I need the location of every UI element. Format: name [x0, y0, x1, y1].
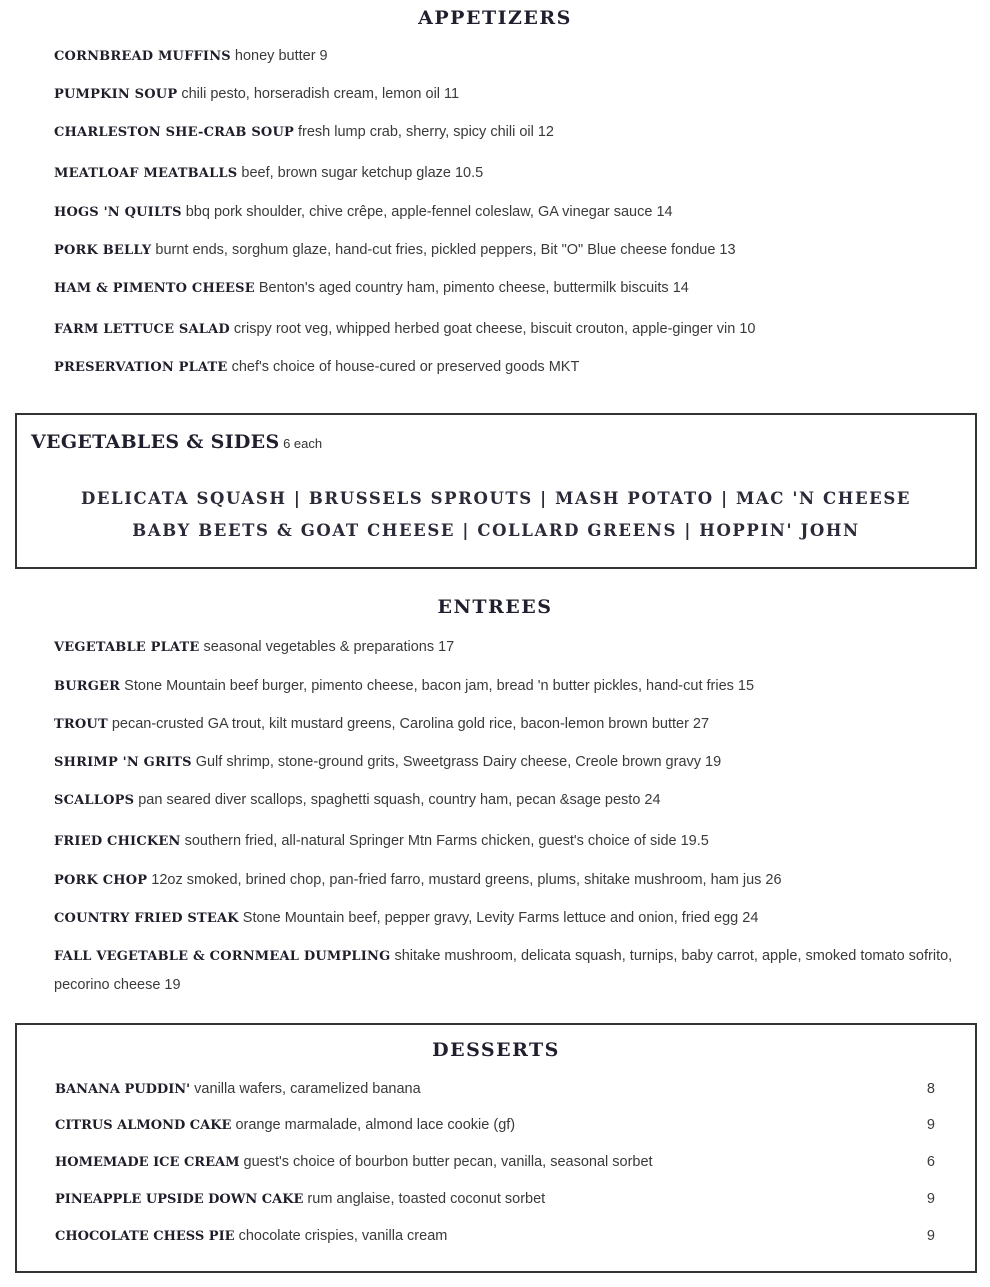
sides-box	[15, 413, 977, 569]
item-desc: chili pesto, horseradish cream, lemon oil 11	[177, 86, 460, 102]
item-name: CHARLESTON SHE-CRAB SOUP	[54, 125, 294, 140]
item-price: 9	[926, 1191, 935, 1207]
sides-heading: VEGETABLES & SIDES	[31, 431, 280, 453]
item-desc: chef's choice of house-cured or preserved goods MKT	[227, 359, 580, 375]
item-price: 8	[926, 1081, 935, 1097]
item-desc: Stone Mountain beef, pepper gravy, Levity Farms lettuce and onion, fried egg 24	[238, 910, 759, 926]
item-name: FALL VEGETABLE & CORNMEAL DUMPLING	[54, 949, 391, 964]
desserts-box	[15, 1023, 977, 1273]
appetizer-item	[54, 319, 755, 340]
appetizer-item	[54, 84, 459, 105]
item-desc: crispy root veg, whipped herbed goat cheese, biscuit crouton, apple-ginger vin 10	[229, 321, 756, 337]
item-desc: Benton's aged country ham, pimento cheese, buttermilk biscuits 14	[254, 280, 689, 296]
item-name: COUNTRY FRIED STEAK	[54, 911, 239, 926]
item-name: MEATLOAF MEATBALLS	[54, 166, 238, 181]
item-desc: pecan-crusted GA trout, kilt mustard greens, Carolina gold rice, bacon-lemon brown butter 27	[107, 716, 710, 732]
item-desc: seasonal vegetables & preparations 17	[199, 639, 455, 655]
appetizer-item	[54, 122, 554, 143]
item-name: SCALLOPS	[54, 793, 135, 808]
item-desc: pan seared diver scallops, spaghetti squash, country ham, pecan &sage pesto 24	[134, 792, 661, 808]
sides-price-note: 6 each	[279, 436, 323, 451]
dessert-item	[55, 1154, 935, 1170]
item-desc: southern fried, all-natural Springer Mtn Farms chicken, guest's choice of side 19.5	[180, 833, 709, 849]
desserts-title: DESSERTS	[432, 1039, 560, 1061]
entrees-title: ENTREES	[437, 596, 553, 618]
sides-line-1: DELICATA SQUASH | BRUSSELS SPROUTS | MASH POTATO | MAC 'N CHEESE	[80, 489, 912, 508]
item-name: VEGETABLE PLATE	[54, 640, 200, 655]
appetizer-item	[54, 202, 673, 223]
appetizers-title: APPETIZERS	[418, 7, 572, 29]
sides-line-2: BABY BEETS & GOAT CHEESE | COLLARD GREENS | HOPPIN' JOHN	[132, 521, 860, 540]
item-name: CITRUS ALMOND CAKE	[55, 1118, 232, 1133]
entree-item	[54, 790, 661, 811]
appetizer-item	[54, 240, 736, 261]
appetizer-item	[54, 163, 483, 184]
entree-item	[54, 676, 754, 697]
appetizer-item	[54, 46, 328, 67]
item-name: SHRIMP 'N GRITS	[54, 755, 192, 770]
item-name: FARM LETTUCE SALAD	[54, 322, 230, 337]
dessert-item	[55, 1117, 935, 1133]
item-desc: beef, brown sugar ketchup glaze 10.5	[237, 165, 484, 181]
item-name: FRIED CHICKEN	[54, 834, 181, 849]
item-name: PRESERVATION PLATE	[54, 360, 228, 375]
item-name: HOMEMADE ICE CREAM	[55, 1155, 240, 1170]
item-desc: chocolate crispies, vanilla cream	[234, 1228, 448, 1244]
dessert-item	[55, 1191, 935, 1207]
entree-item	[54, 908, 758, 929]
item-desc: fresh lump crab, sherry, spicy chili oil 12	[293, 124, 554, 140]
appetizer-item	[54, 357, 579, 378]
item-desc: Stone Mountain beef burger, pimento cheese, bacon jam, bread 'n butter pickles, hand-cut fries 15	[120, 678, 755, 694]
item-name: CHOCOLATE CHESS PIE	[55, 1229, 235, 1244]
entree-item	[54, 942, 954, 1000]
item-name: TROUT	[54, 717, 108, 732]
sides-title	[31, 431, 322, 453]
item-name: BANANA PUDDIN'	[55, 1082, 191, 1097]
item-name: PINEAPPLE UPSIDE DOWN CAKE	[55, 1192, 304, 1207]
item-desc: vanilla wafers, caramelized banana	[190, 1081, 421, 1097]
item-name: PORK CHOP	[54, 873, 148, 888]
entree-item	[54, 831, 709, 852]
item-name: CORNBREAD MUFFINS	[54, 49, 231, 64]
entree-item	[54, 870, 782, 891]
dessert-item	[55, 1228, 935, 1244]
item-name: PUMPKIN SOUP	[54, 87, 178, 102]
item-desc: bbq pork shoulder, chive crêpe, apple-fennel coleslaw, GA vinegar sauce 14	[181, 204, 673, 220]
entree-item	[54, 637, 454, 658]
appetizer-item	[54, 278, 689, 299]
entree-item	[54, 752, 721, 773]
item-name: PORK BELLY	[54, 243, 152, 258]
item-desc: guest's choice of bourbon butter pecan, vanilla, seasonal sorbet	[239, 1154, 653, 1170]
item-desc: shitake mushroom, delicata squash, turnips, baby carrot, apple, smoked tomato sofrito, pecorino cheese 19	[54, 948, 953, 993]
item-desc: rum anglaise, toasted coconut sorbet	[303, 1191, 546, 1207]
item-desc: Gulf shrimp, stone-ground grits, Sweetgrass Dairy cheese, Creole brown gravy 19	[191, 754, 722, 770]
item-price: 9	[926, 1117, 935, 1133]
item-desc: orange marmalade, almond lace cookie (gf)	[231, 1117, 516, 1133]
item-price: 6	[926, 1154, 935, 1170]
item-desc: 12oz smoked, brined chop, pan-fried farro, mustard greens, plums, shitake mushroom, ham jus 26	[147, 872, 782, 888]
item-desc: honey butter 9	[230, 48, 328, 64]
item-desc: burnt ends, sorghum glaze, hand-cut fries, pickled peppers, Bit "O" Blue cheese fondue 13	[151, 242, 736, 258]
entree-item	[54, 714, 709, 735]
item-price: 9	[926, 1228, 935, 1244]
item-name: HAM & PIMENTO CHEESE	[54, 281, 255, 296]
item-name: BURGER	[54, 679, 121, 694]
item-name: HOGS 'N QUILTS	[54, 205, 182, 220]
dessert-item	[55, 1081, 935, 1097]
